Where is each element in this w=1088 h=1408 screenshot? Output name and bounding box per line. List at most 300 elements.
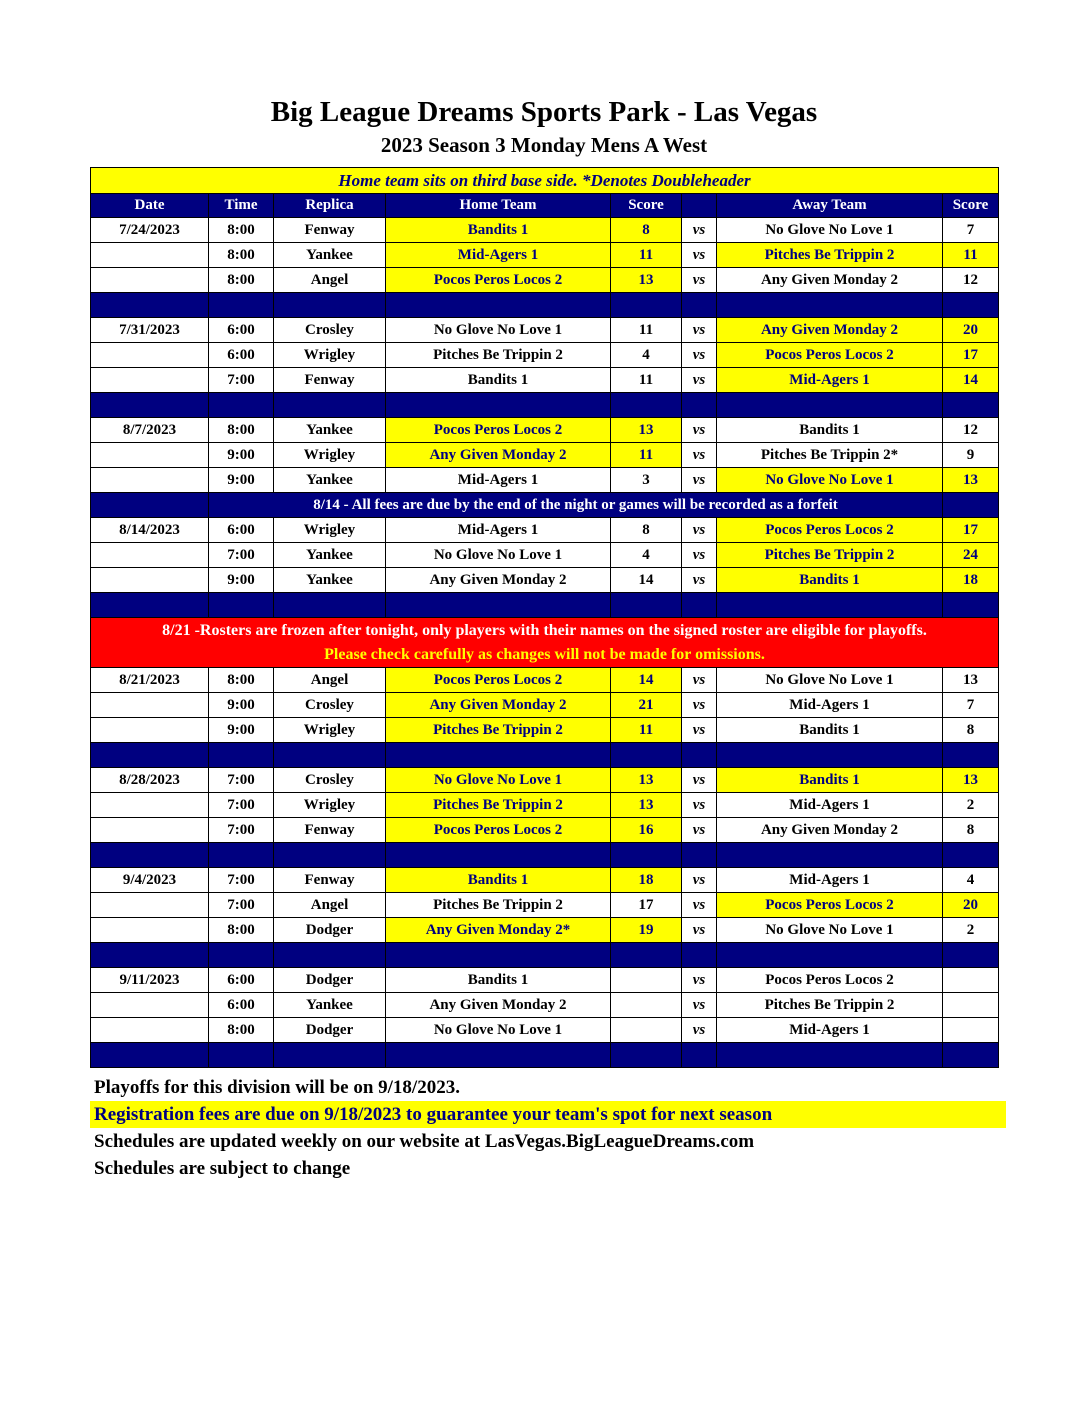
away-score-cell: 14 bbox=[943, 368, 999, 393]
schedule-table bbox=[90, 167, 999, 1068]
separator-cell bbox=[386, 1043, 611, 1068]
separator-cell bbox=[209, 393, 274, 418]
separator-cell bbox=[209, 743, 274, 768]
date-cell bbox=[91, 468, 209, 493]
game-row bbox=[91, 568, 999, 593]
separator-cell bbox=[209, 843, 274, 868]
roster-freeze-banner bbox=[91, 618, 999, 668]
footer-registration-note: Registration fees are due on 9/18/2023 to guarantee your team's spot for next season bbox=[90, 1101, 1006, 1128]
info-banner bbox=[91, 168, 999, 194]
separator-row bbox=[91, 1043, 999, 1068]
replica-cell: Crosley bbox=[274, 693, 386, 718]
separator-cell bbox=[611, 943, 682, 968]
home-score-cell: 18 bbox=[611, 868, 682, 893]
time-cell: 7:00 bbox=[209, 768, 274, 793]
vs-cell: vs bbox=[682, 218, 717, 243]
time-cell: 9:00 bbox=[209, 443, 274, 468]
away-score-cell: 12 bbox=[943, 418, 999, 443]
date-cell: 7/31/2023 bbox=[91, 318, 209, 343]
away-score-cell: 11 bbox=[943, 243, 999, 268]
separator-cell bbox=[386, 743, 611, 768]
replica-cell: Dodger bbox=[274, 968, 386, 993]
game-row bbox=[91, 868, 999, 893]
time-cell: 8:00 bbox=[209, 218, 274, 243]
vs-cell: vs bbox=[682, 718, 717, 743]
separator-cell bbox=[386, 843, 611, 868]
game-row bbox=[91, 693, 999, 718]
separator-cell bbox=[274, 943, 386, 968]
away-score-cell bbox=[943, 968, 999, 993]
home-team-cell: Any Given Monday 2 bbox=[386, 993, 611, 1018]
away-score-cell: 24 bbox=[943, 543, 999, 568]
replica-cell: Crosley bbox=[274, 768, 386, 793]
date-cell bbox=[91, 268, 209, 293]
separator-cell bbox=[611, 393, 682, 418]
replica-cell: Angel bbox=[274, 893, 386, 918]
date-cell bbox=[91, 693, 209, 718]
roster-freeze-line-1: 8/21 -Rosters are frozen after tonight, only players with their names on the signed roster are eligible for playoffs. bbox=[162, 621, 927, 639]
away-team-cell: Mid-Agers 1 bbox=[717, 793, 943, 818]
away-score-cell: 13 bbox=[943, 768, 999, 793]
vs-cell: vs bbox=[682, 268, 717, 293]
replica-cell: Wrigley bbox=[274, 518, 386, 543]
game-row bbox=[91, 468, 999, 493]
page-subtitle: 2023 Season 3 Monday Mens A West bbox=[380, 133, 708, 157]
replica-cell: Angel bbox=[274, 268, 386, 293]
separator-cell bbox=[91, 293, 209, 318]
away-team-cell: Pitches Be Trippin 2 bbox=[717, 243, 943, 268]
away-team-cell: Pocos Peros Locos 2 bbox=[717, 893, 943, 918]
home-team-cell: Pocos Peros Locos 2 bbox=[386, 268, 611, 293]
vs-cell: vs bbox=[682, 1018, 717, 1043]
home-score-cell: 13 bbox=[611, 268, 682, 293]
separator-cell bbox=[717, 943, 943, 968]
column-header-vs bbox=[682, 194, 717, 218]
fees-due-text: 8/14 - All fees are due by the end of the night or games will be recorded as a forfeit bbox=[209, 493, 943, 518]
time-cell: 6:00 bbox=[209, 343, 274, 368]
home-score-cell: 17 bbox=[611, 893, 682, 918]
home-team-cell: Bandits 1 bbox=[386, 968, 611, 993]
time-cell: 9:00 bbox=[209, 468, 274, 493]
game-row bbox=[91, 668, 999, 693]
date-cell: 8/7/2023 bbox=[91, 418, 209, 443]
separator-cell bbox=[91, 393, 209, 418]
away-team-cell: Mid-Agers 1 bbox=[717, 693, 943, 718]
away-team-cell: Bandits 1 bbox=[717, 418, 943, 443]
page-title: Big League Dreams Sports Park - Las Vegas bbox=[270, 96, 818, 128]
date-cell: 7/24/2023 bbox=[91, 218, 209, 243]
away-team-cell: Pocos Peros Locos 2 bbox=[717, 518, 943, 543]
home-team-cell: Pocos Peros Locos 2 bbox=[386, 418, 611, 443]
away-score-cell: 9 bbox=[943, 443, 999, 468]
time-cell: 9:00 bbox=[209, 718, 274, 743]
separator-cell bbox=[209, 293, 274, 318]
vs-cell: vs bbox=[682, 568, 717, 593]
away-score-cell: 8 bbox=[943, 818, 999, 843]
footer-subject-to-change-note: Schedules are subject to change bbox=[94, 1158, 351, 1179]
separator-cell bbox=[717, 393, 943, 418]
time-cell: 8:00 bbox=[209, 1018, 274, 1043]
roster-freeze-line-2: Please check carefully as changes will not be made for omissions. bbox=[324, 645, 765, 663]
away-score-cell: 20 bbox=[943, 318, 999, 343]
time-cell: 6:00 bbox=[209, 993, 274, 1018]
replica-cell: Fenway bbox=[274, 818, 386, 843]
separator-cell bbox=[682, 843, 717, 868]
replica-cell: Yankee bbox=[274, 543, 386, 568]
home-score-cell: 4 bbox=[611, 543, 682, 568]
away-team-cell: Mid-Agers 1 bbox=[717, 368, 943, 393]
home-score-cell: 4 bbox=[611, 343, 682, 368]
away-score-cell bbox=[943, 993, 999, 1018]
separator-cell bbox=[717, 593, 943, 618]
time-cell: 7:00 bbox=[209, 793, 274, 818]
home-score-cell: 14 bbox=[611, 668, 682, 693]
vs-cell: vs bbox=[682, 968, 717, 993]
game-row bbox=[91, 918, 999, 943]
separator-cell bbox=[91, 943, 209, 968]
roster-freeze-text bbox=[91, 618, 999, 668]
home-score-cell bbox=[611, 1018, 682, 1043]
game-row bbox=[91, 1018, 999, 1043]
vs-cell: vs bbox=[682, 668, 717, 693]
replica-cell: Dodger bbox=[274, 1018, 386, 1043]
time-cell: 6:00 bbox=[209, 318, 274, 343]
time-cell: 7:00 bbox=[209, 543, 274, 568]
away-team-cell: Any Given Monday 2 bbox=[717, 818, 943, 843]
away-team-cell: Mid-Agers 1 bbox=[717, 1018, 943, 1043]
time-cell: 6:00 bbox=[209, 968, 274, 993]
away-score-cell: 13 bbox=[943, 468, 999, 493]
separator-cell bbox=[274, 293, 386, 318]
date-cell bbox=[91, 893, 209, 918]
away-score-cell: 17 bbox=[943, 518, 999, 543]
game-row bbox=[91, 343, 999, 368]
date-cell bbox=[91, 543, 209, 568]
game-row bbox=[91, 768, 999, 793]
replica-cell: Wrigley bbox=[274, 793, 386, 818]
away-team-cell: Pitches Be Trippin 2 bbox=[717, 543, 943, 568]
home-score-cell: 13 bbox=[611, 418, 682, 443]
game-row bbox=[91, 218, 999, 243]
home-score-cell: 11 bbox=[611, 368, 682, 393]
time-cell: 8:00 bbox=[209, 918, 274, 943]
home-score-cell: 11 bbox=[611, 443, 682, 468]
date-cell bbox=[91, 718, 209, 743]
home-score-cell: 14 bbox=[611, 568, 682, 593]
column-header-home-team: Home Team bbox=[386, 194, 611, 218]
separator-row bbox=[91, 593, 999, 618]
home-team-cell: Pitches Be Trippin 2 bbox=[386, 893, 611, 918]
separator-cell bbox=[611, 843, 682, 868]
vs-cell: vs bbox=[682, 468, 717, 493]
footer-notes bbox=[90, 1074, 1006, 1182]
away-team-cell: Any Given Monday 2 bbox=[717, 268, 943, 293]
date-cell: 8/14/2023 bbox=[91, 518, 209, 543]
away-team-cell: No Glove No Love 1 bbox=[717, 468, 943, 493]
away-team-cell: Pocos Peros Locos 2 bbox=[717, 343, 943, 368]
home-score-cell: 11 bbox=[611, 243, 682, 268]
date-cell bbox=[91, 793, 209, 818]
separator-row bbox=[91, 293, 999, 318]
game-row bbox=[91, 268, 999, 293]
replica-cell: Yankee bbox=[274, 418, 386, 443]
vs-cell: vs bbox=[682, 893, 717, 918]
date-cell: 8/28/2023 bbox=[91, 768, 209, 793]
date-cell bbox=[91, 1018, 209, 1043]
replica-cell: Yankee bbox=[274, 468, 386, 493]
date-cell bbox=[91, 918, 209, 943]
home-team-cell: Mid-Agers 1 bbox=[386, 468, 611, 493]
column-header-away-team: Away Team bbox=[717, 194, 943, 218]
game-row bbox=[91, 793, 999, 818]
home-team-cell: Bandits 1 bbox=[386, 868, 611, 893]
replica-cell: Angel bbox=[274, 668, 386, 693]
home-team-cell: Pitches Be Trippin 2 bbox=[386, 718, 611, 743]
away-score-cell: 13 bbox=[943, 668, 999, 693]
away-team-cell: Mid-Agers 1 bbox=[717, 868, 943, 893]
date-cell: 9/11/2023 bbox=[91, 968, 209, 993]
away-team-cell: No Glove No Love 1 bbox=[717, 918, 943, 943]
separator-cell bbox=[611, 593, 682, 618]
separator-cell bbox=[943, 1043, 999, 1068]
replica-cell: Crosley bbox=[274, 318, 386, 343]
replica-cell: Fenway bbox=[274, 868, 386, 893]
separator-cell bbox=[717, 1043, 943, 1068]
separator-cell bbox=[682, 593, 717, 618]
footer-playoffs-note: Playoffs for this division will be on 9/18/2023. bbox=[94, 1077, 460, 1098]
away-score-cell: 20 bbox=[943, 893, 999, 918]
separator-cell bbox=[274, 743, 386, 768]
separator-cell bbox=[274, 593, 386, 618]
game-row bbox=[91, 893, 999, 918]
home-team-cell: Pitches Be Trippin 2 bbox=[386, 343, 611, 368]
time-cell: 7:00 bbox=[209, 893, 274, 918]
game-row bbox=[91, 243, 999, 268]
replica-cell: Fenway bbox=[274, 368, 386, 393]
footer-website-note: Schedules are updated weekly on our website at LasVegas.BigLeagueDreams.com bbox=[94, 1131, 755, 1152]
vs-cell: vs bbox=[682, 993, 717, 1018]
away-score-cell: 4 bbox=[943, 868, 999, 893]
away-score-cell: 17 bbox=[943, 343, 999, 368]
away-team-cell: Bandits 1 bbox=[717, 718, 943, 743]
column-header-home-score: Score bbox=[611, 194, 682, 218]
time-cell: 7:00 bbox=[209, 368, 274, 393]
home-team-cell: Any Given Monday 2 bbox=[386, 568, 611, 593]
vs-cell: vs bbox=[682, 343, 717, 368]
time-cell: 8:00 bbox=[209, 668, 274, 693]
home-score-cell: 11 bbox=[611, 318, 682, 343]
separator-cell bbox=[943, 943, 999, 968]
home-score-cell: 19 bbox=[611, 918, 682, 943]
game-row bbox=[91, 718, 999, 743]
home-team-cell: Mid-Agers 1 bbox=[386, 518, 611, 543]
home-team-cell: No Glove No Love 1 bbox=[386, 768, 611, 793]
time-cell: 7:00 bbox=[209, 868, 274, 893]
replica-cell: Yankee bbox=[274, 993, 386, 1018]
home-score-cell: 13 bbox=[611, 793, 682, 818]
home-score-cell bbox=[611, 993, 682, 1018]
time-cell: 7:00 bbox=[209, 818, 274, 843]
separator-cell bbox=[274, 843, 386, 868]
vs-cell: vs bbox=[682, 868, 717, 893]
replica-cell: Wrigley bbox=[274, 443, 386, 468]
replica-cell: Wrigley bbox=[274, 343, 386, 368]
home-team-cell: No Glove No Love 1 bbox=[386, 543, 611, 568]
away-score-cell bbox=[943, 1018, 999, 1043]
away-score-cell: 7 bbox=[943, 218, 999, 243]
home-score-cell bbox=[611, 968, 682, 993]
separator-cell bbox=[91, 1043, 209, 1068]
vs-cell: vs bbox=[682, 443, 717, 468]
column-header-away-score: Score bbox=[943, 194, 999, 218]
separator-cell bbox=[943, 393, 999, 418]
separator-cell bbox=[209, 593, 274, 618]
home-score-cell: 8 bbox=[611, 518, 682, 543]
vs-cell: vs bbox=[682, 693, 717, 718]
home-score-cell: 21 bbox=[611, 693, 682, 718]
away-score-cell: 2 bbox=[943, 793, 999, 818]
replica-cell: Wrigley bbox=[274, 718, 386, 743]
separator-cell bbox=[682, 393, 717, 418]
separator-cell bbox=[943, 593, 999, 618]
separator-cell bbox=[717, 843, 943, 868]
away-team-cell: Pocos Peros Locos 2 bbox=[717, 968, 943, 993]
time-cell: 8:00 bbox=[209, 418, 274, 443]
separator-row bbox=[91, 943, 999, 968]
game-row bbox=[91, 443, 999, 468]
game-row bbox=[91, 418, 999, 443]
separator-row bbox=[91, 843, 999, 868]
replica-cell: Yankee bbox=[274, 568, 386, 593]
date-cell bbox=[91, 818, 209, 843]
home-team-cell: Bandits 1 bbox=[386, 218, 611, 243]
vs-cell: vs bbox=[682, 793, 717, 818]
separator-cell bbox=[611, 743, 682, 768]
fees-due-banner bbox=[91, 493, 999, 518]
home-score-cell: 13 bbox=[611, 768, 682, 793]
home-team-cell: Any Given Monday 2 bbox=[386, 443, 611, 468]
home-team-cell: Any Given Monday 2* bbox=[386, 918, 611, 943]
time-cell: 9:00 bbox=[209, 693, 274, 718]
game-row bbox=[91, 818, 999, 843]
date-cell bbox=[91, 243, 209, 268]
time-cell: 9:00 bbox=[209, 568, 274, 593]
separator-cell bbox=[91, 843, 209, 868]
date-cell: 8/21/2023 bbox=[91, 668, 209, 693]
date-cell bbox=[91, 568, 209, 593]
away-score-cell: 2 bbox=[943, 918, 999, 943]
away-team-cell: Bandits 1 bbox=[717, 768, 943, 793]
separator-cell bbox=[209, 943, 274, 968]
separator-cell bbox=[274, 1043, 386, 1068]
away-team-cell: Any Given Monday 2 bbox=[717, 318, 943, 343]
game-row bbox=[91, 543, 999, 568]
vs-cell: vs bbox=[682, 818, 717, 843]
home-team-cell: Pitches Be Trippin 2 bbox=[386, 793, 611, 818]
schedule-body bbox=[91, 218, 999, 1068]
home-team-cell: Bandits 1 bbox=[386, 368, 611, 393]
replica-cell: Fenway bbox=[274, 218, 386, 243]
vs-cell: vs bbox=[682, 318, 717, 343]
home-score-cell: 11 bbox=[611, 718, 682, 743]
separator-cell bbox=[717, 293, 943, 318]
date-cell bbox=[91, 343, 209, 368]
date-cell bbox=[91, 368, 209, 393]
notice-right-cell bbox=[943, 493, 999, 518]
home-score-cell: 16 bbox=[611, 818, 682, 843]
vs-cell: vs bbox=[682, 768, 717, 793]
separator-cell bbox=[943, 843, 999, 868]
separator-cell bbox=[91, 743, 209, 768]
date-cell bbox=[91, 993, 209, 1018]
separator-cell bbox=[717, 743, 943, 768]
time-cell: 8:00 bbox=[209, 268, 274, 293]
home-team-cell: No Glove No Love 1 bbox=[386, 318, 611, 343]
replica-cell: Dodger bbox=[274, 918, 386, 943]
separator-cell bbox=[682, 293, 717, 318]
home-team-cell: Pocos Peros Locos 2 bbox=[386, 818, 611, 843]
game-row bbox=[91, 518, 999, 543]
away-team-cell: Pitches Be Trippin 2 bbox=[717, 993, 943, 1018]
schedule-sheet bbox=[90, 167, 998, 1068]
separator-cell bbox=[611, 1043, 682, 1068]
replica-cell: Yankee bbox=[274, 243, 386, 268]
date-cell bbox=[91, 443, 209, 468]
vs-cell: vs bbox=[682, 518, 717, 543]
separator-cell bbox=[386, 593, 611, 618]
date-cell: 9/4/2023 bbox=[91, 868, 209, 893]
away-team-cell: No Glove No Love 1 bbox=[717, 668, 943, 693]
notice-left-cell bbox=[91, 493, 209, 518]
table-header-row bbox=[91, 194, 999, 218]
separator-cell bbox=[682, 1043, 717, 1068]
vs-cell: vs bbox=[682, 418, 717, 443]
away-score-cell: 7 bbox=[943, 693, 999, 718]
time-cell: 8:00 bbox=[209, 243, 274, 268]
column-header-replica: Replica bbox=[274, 194, 386, 218]
separator-cell bbox=[91, 593, 209, 618]
separator-cell bbox=[274, 393, 386, 418]
separator-row bbox=[91, 393, 999, 418]
home-team-cell: Any Given Monday 2 bbox=[386, 693, 611, 718]
home-team-cell: No Glove No Love 1 bbox=[386, 1018, 611, 1043]
game-row bbox=[91, 368, 999, 393]
home-score-cell: 3 bbox=[611, 468, 682, 493]
separator-cell bbox=[209, 1043, 274, 1068]
game-row bbox=[91, 318, 999, 343]
away-team-cell: Bandits 1 bbox=[717, 568, 943, 593]
info-banner-text: Home team sits on third base side. *Denotes Doubleheader bbox=[91, 168, 999, 194]
separator-cell bbox=[386, 393, 611, 418]
away-team-cell: No Glove No Love 1 bbox=[717, 218, 943, 243]
game-row bbox=[91, 968, 999, 993]
away-score-cell: 18 bbox=[943, 568, 999, 593]
home-team-cell: Mid-Agers 1 bbox=[386, 243, 611, 268]
vs-cell: vs bbox=[682, 918, 717, 943]
column-header-time: Time bbox=[209, 194, 274, 218]
separator-row bbox=[91, 743, 999, 768]
vs-cell: vs bbox=[682, 543, 717, 568]
separator-cell bbox=[386, 293, 611, 318]
away-team-cell: Pitches Be Trippin 2* bbox=[717, 443, 943, 468]
game-row bbox=[91, 993, 999, 1018]
home-team-cell: Pocos Peros Locos 2 bbox=[386, 668, 611, 693]
separator-cell bbox=[386, 943, 611, 968]
away-score-cell: 12 bbox=[943, 268, 999, 293]
vs-cell: vs bbox=[682, 243, 717, 268]
separator-cell bbox=[943, 743, 999, 768]
vs-cell: vs bbox=[682, 368, 717, 393]
